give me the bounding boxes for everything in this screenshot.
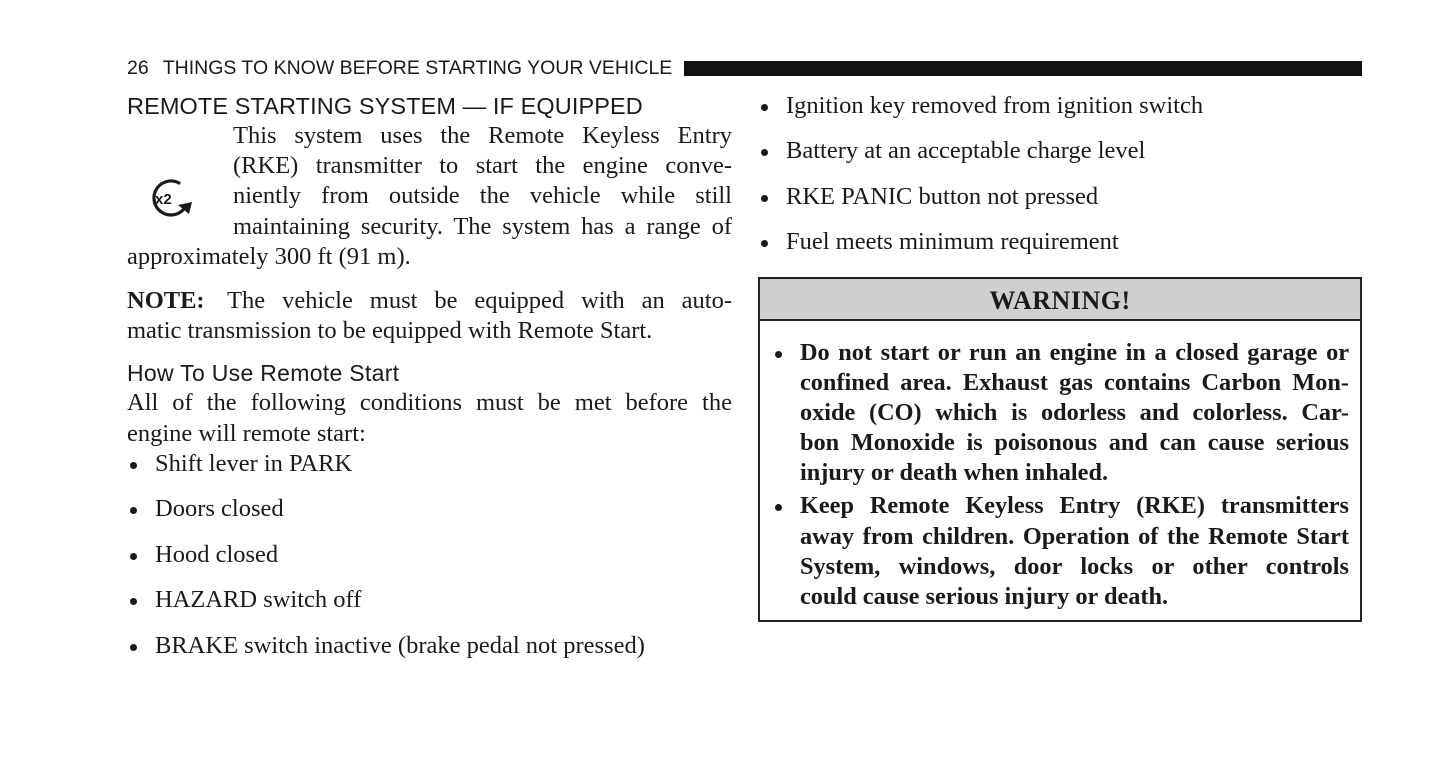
note-text: The vehicle must be equipped with an auto- — [227, 286, 732, 314]
bullet-icon — [130, 598, 137, 605]
conditions-intro: All of the following conditions must be met before the engine will remote start: — [127, 389, 732, 447]
header-rule — [684, 61, 1362, 76]
list-item: Hood closed — [127, 540, 732, 570]
list-item: RKE PANIC button not pressed — [758, 182, 1362, 212]
conditions-list-left — [127, 449, 732, 661]
intro-line: (RKE) transmitter to start the engine conve- — [233, 152, 732, 180]
intro-line: approximately 300 ft (91 m). — [127, 242, 411, 270]
bullet-icon — [130, 462, 137, 469]
intro-paragraph — [127, 121, 732, 272]
warning-body — [760, 321, 1360, 612]
list-item: Battery at an acceptable charge level — [758, 136, 1362, 166]
subsection-title: How To Use Remote Start — [127, 360, 400, 387]
intro-line: niently from outside the vehicle while still — [233, 182, 732, 210]
note-text: matic transmission to be equipped with Remote Start. — [127, 317, 653, 345]
page-header — [127, 57, 1362, 79]
intro-line: maintaining security. The system has a range of — [233, 212, 732, 240]
list-item: Ignition key removed from ignition switch — [758, 91, 1362, 121]
list-item: Doors closed — [127, 494, 732, 524]
page-number: 26 — [127, 56, 149, 79]
chapter-title: THINGS TO KNOW BEFORE STARTING YOUR VEHICLE — [162, 56, 673, 79]
warning-list — [772, 338, 1349, 612]
list-item: Shift lever in PARK — [127, 449, 732, 479]
list-item: HAZARD switch off — [127, 585, 732, 615]
list-item: BRAKE switch inactive (brake pedal not pressed) — [127, 631, 732, 661]
bullet-icon — [761, 240, 768, 247]
icon-label: x2 — [155, 191, 172, 208]
bullet-icon — [761, 149, 768, 156]
note-paragraph — [127, 286, 732, 346]
bullet-icon — [130, 553, 137, 560]
right-column — [758, 91, 1362, 272]
bullet-icon — [130, 644, 137, 651]
list-item: Fuel meets minimum requirement — [758, 227, 1362, 257]
note-label: NOTE: — [127, 286, 205, 314]
intro-line: This system uses the Remote Keyless Entry — [233, 122, 732, 149]
left-column — [127, 91, 732, 676]
conditions-list-right — [758, 91, 1362, 257]
remote-start-x2-icon — [145, 177, 201, 221]
warning-box — [758, 277, 1362, 622]
bullet-icon — [761, 195, 768, 202]
bullet-icon — [775, 351, 782, 358]
warning-item: Do not start or run an engine in a closed garage or confined area. Exhaust gas contains Carbon Mon- oxide (CO) which is odorless and colorless. Car- bon Monoxide is poisonous and can cause serious injury or death when inhaled. — [772, 338, 1349, 488]
section-title: REMOTE STARTING SYSTEM — IF EQUIPPED — [127, 93, 643, 119]
warning-item: Keep Remote Keyless Entry (RKE) transmitters away from children. Operation of the Remote Start System, windows, door locks or other controls could cause serious injury or death. — [772, 491, 1349, 611]
bullet-icon — [130, 507, 137, 514]
bullet-icon — [775, 504, 782, 511]
bullet-icon — [761, 104, 768, 111]
warning-title: WARNING! — [760, 279, 1360, 321]
